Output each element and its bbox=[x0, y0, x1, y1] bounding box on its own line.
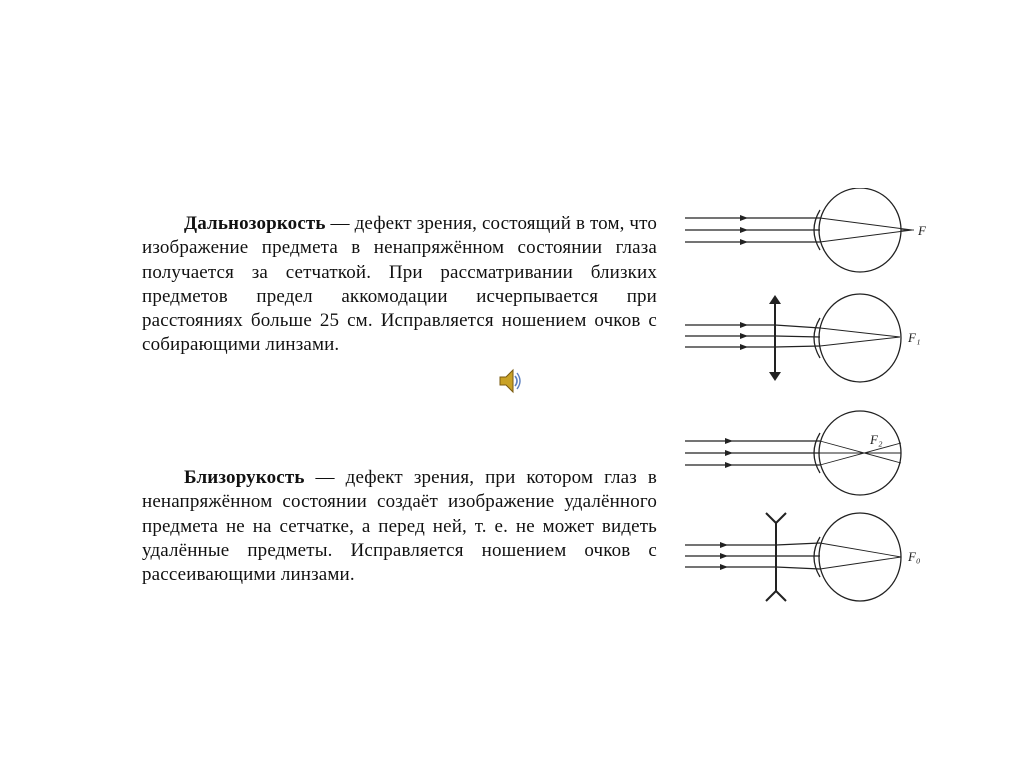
hyperopia-focus-label: F bbox=[918, 223, 926, 238]
myopia-focus-label: F₂ bbox=[870, 432, 883, 447]
diverging-lens-icon bbox=[766, 513, 786, 601]
hyperopia-eye-diagram bbox=[680, 188, 940, 288]
myopia-term: Близорукость bbox=[184, 467, 305, 488]
myopia-eye-diagram bbox=[680, 408, 940, 508]
hyperopia-term: Дальнозоркость bbox=[184, 213, 326, 234]
hyperopia-corrected-focus-label: F₁ bbox=[908, 330, 921, 345]
speaker-icon[interactable] bbox=[498, 366, 522, 396]
myopia-text: — дефект зрения, при котором глаз в ненапряжённом состоянии создаёт изображение удалённого предмета не на сетчатке, а перед ней, т. е. не может видеть удалённые предметы. Исправляется ношением очков с рассеивающими линзами. bbox=[142, 467, 657, 586]
eye-outline bbox=[819, 513, 901, 601]
eye-outline bbox=[819, 188, 901, 272]
hyperopia-text: — дефект зрения, состоящий в том, что изображение предмета в ненапряжённом состоянии глаза получается за сетчаткой. При рассматривании близких предметов предел аккомодации исчерпывается при расстояниях больше 25 см. Исправляется ношением очков с собирающими линзами. bbox=[142, 213, 657, 356]
hyperopia-corrected-diagram bbox=[680, 290, 940, 400]
myopia-corrected-diagram bbox=[680, 505, 940, 615]
hyperopia-paragraph bbox=[142, 212, 657, 358]
myopia-paragraph bbox=[142, 466, 657, 587]
myopia-corrected-focus-label: F₀ bbox=[908, 549, 921, 564]
